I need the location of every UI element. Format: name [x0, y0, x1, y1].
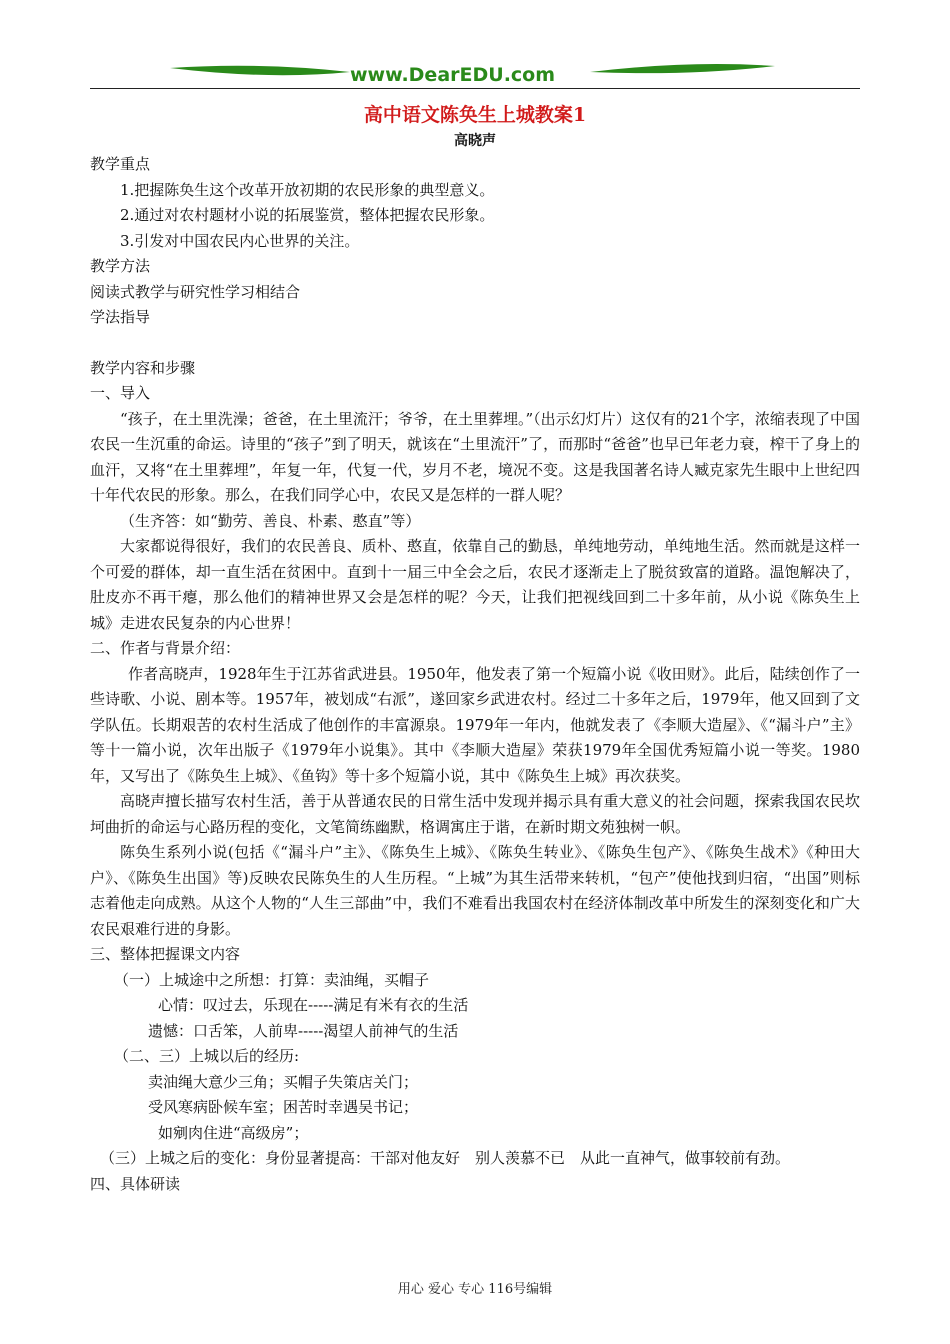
key-point-2: 2.通过对农村题材小说的拓展鉴赏，整体把握农民形象。: [120, 206, 495, 224]
section-1-paragraph-3: 大家都说得很好，我们的农民善良、质朴、憨直，依靠自己的勤恳，单纯地劳动，单纯地生活。然而就是这样一个可爱的群体，却一直生活在贫困中。直到十一届三中全会之后，农民才逐渐走上了脱贫致富的道路。温饱解决了，肚皮亦不再干瘪，那么他们的精神世界又会是怎样的呢？今天，让我们把视线回到二十多年前，从小说《陈奂生上城》走进农民复杂的内心世界！: [90, 537, 860, 632]
section-2-paragraph-3: 陈奂生系列小说(包括《“漏斗户”主》、《陈奂生上城》、《陈奂生转业》、《陈奂生包产》、《陈奂生战术》《种田大户》、《陈奂生出国》等)反映农民陈奂生的人生历程。“上城”为其生活带来转机，“包产”使他找到归宿，“出国”则标志着他走向成熟。从这个人物的“人生三部曲”中，我们不难看出我国农村在经济体制改革中所发生的深刻变化和广大农民艰难行进的身影。: [90, 843, 860, 938]
section-3-part-1-line-1: 心情：叹过去，乐现在-----满足有米有衣的生活: [158, 996, 469, 1014]
section-2-paragraph-2: 高晓声擅长描写农村生活，善于从普通农民的日常生活中发现并揭示具有重大意义的社会问题，探索我国农民坎坷曲折的命运与心路历程的变化，文笔简练幽默，格调寓庄于谐，在新时期文苑独树一帜。: [90, 792, 860, 836]
method-text: 阅读式教学与研究性学习相结合: [90, 282, 301, 301]
section-2-paragraph-1: 作者高晓声，1928年生于江苏省武进县。1950年，他发表了第一个短篇小说《收田财》。此后，陆续创作了一些诗歌、小说、剧本等。1957年，被划成“右派”，遂回家乡武进农村。经过二十多年之后，1979年，他又回到了文学队伍。长期艰苦的农村生活成了他创作的丰富源泉。1979年一年内，他就发表了《李顺大造屋》、《“漏斗户”主》等十一篇小说，次年出版子《1979年小说集》。其中《李顺大造屋》荣获1979年全国优秀短篇小说一等奖。1980年，又写出了《陈奂生上城》、《鱼钩》等十多个短篇小说，其中《陈奂生上城》再次获奖。: [90, 664, 860, 785]
document-title: 高中语文陈奂生上城教案1: [363, 104, 587, 126]
section-3-part-3: （三）上城之后的变化：身份显著提高：干部对他友好 别人羡慕不已 从此一直神气，做事较前有劲。: [100, 1149, 791, 1167]
key-point-1: 1.把握陈奂生这个改革开放初期的农民形象的典型意义。: [120, 180, 495, 199]
header-divider: [90, 88, 860, 89]
section-3-part-1-line-2: 遗憾：口舌笨，人前卑-----渴望人前神气的生活: [148, 1021, 459, 1040]
section-1-heading: 一、导入: [90, 384, 151, 402]
section-3-part-1: （一）上城途中之所想：打算：卖油绳，买帽子: [114, 970, 430, 989]
section-3-part-2-line-2: 受风寒病卧候车室；困苦时幸遇吴书记；: [148, 1098, 419, 1116]
key-point-3: 3.引发对中国农民内心世界的关注。: [120, 231, 360, 250]
page-footer: 用心 爱心 专心 116号编辑: [397, 1282, 553, 1297]
site-logo-text: www.DearEDU.com: [350, 64, 556, 86]
method-heading: 教学方法: [90, 257, 151, 275]
section-1-paragraph-2: （生齐答：如“勤劳、善良、朴素、憨直”等）: [120, 511, 421, 530]
section-3-part-2-line-3: 如剜肉住进“高级房”；: [158, 1123, 309, 1142]
section-2-heading: 二、作者与背景介绍：: [90, 639, 241, 657]
section-3-heading: 三、整体把握课文内容: [90, 945, 241, 963]
section-1-paragraph-1: “孩子，在土里洗澡；爸爸，在土里流汗；爷爷，在土里葬埋。”（出示幻灯片）这仅有的21个字，浓缩表现了中国农民一生沉重的命运。诗里的“孩子”到了明天，就该在“土里流汗”了，而那时“爸爸”也早已年老力衰，榨干了身上的血汗，又将“在土里葬埋”，年复一年，代复一代，岁月不老，境况不变。这是我国著名诗人臧克家先生眼中上世纪四十年代农民的形象。那么，在我们同学心中，农民又是怎样的一群人呢？: [90, 409, 860, 504]
steps-heading: 教学内容和步骤: [90, 358, 196, 377]
key-points-heading: 教学重点: [90, 155, 151, 173]
document-body: [90, 152, 860, 1197]
document-author: 高晓声: [454, 133, 496, 149]
section-4-heading: 四、具体研读: [90, 1174, 181, 1193]
section-3-part-2-line-1: 卖油绳大意少三角；买帽子失策店关门；: [148, 1072, 419, 1091]
section-3-part-2: （二、三）上城以后的经历:: [114, 1047, 300, 1065]
guidance-heading: 学法指导: [90, 308, 151, 326]
